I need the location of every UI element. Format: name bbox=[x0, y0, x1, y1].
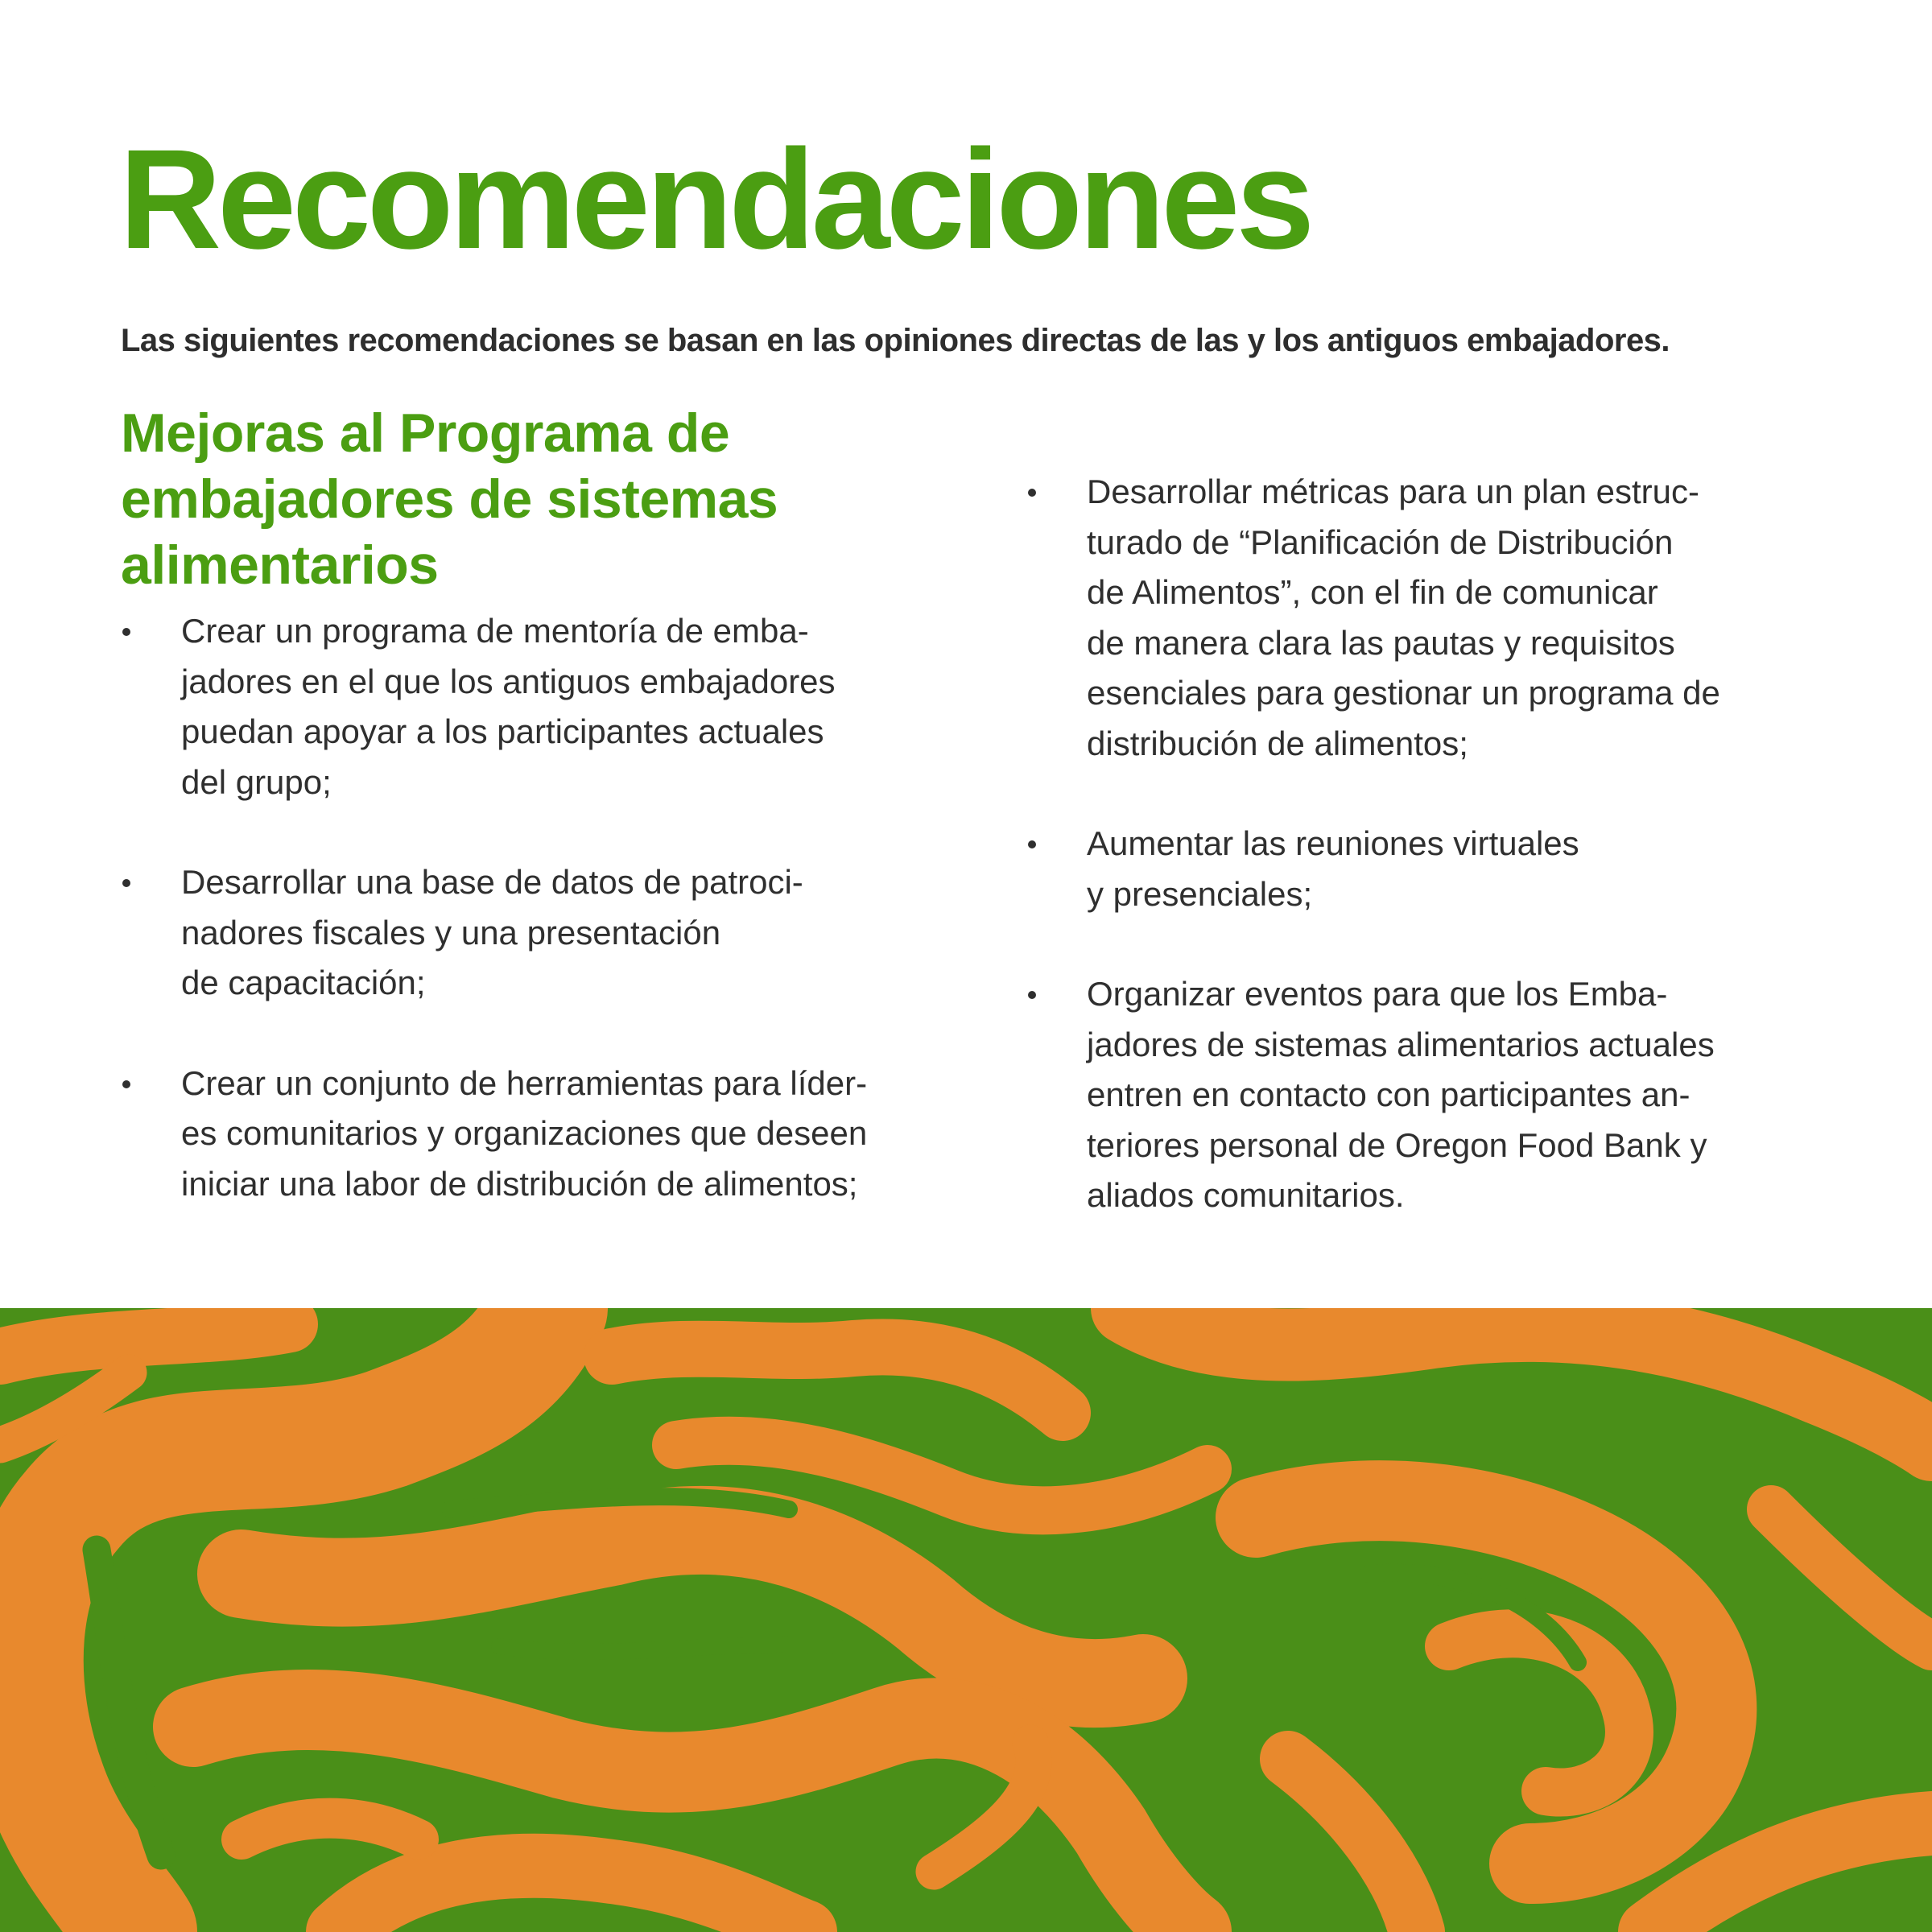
recommendation-item bbox=[1026, 819, 1839, 919]
item-line: aliados comunitarios. bbox=[1087, 1176, 1405, 1214]
item-line: teriores personal de Oregon Food Bank y bbox=[1087, 1125, 1707, 1164]
section-heading-line: Mejoras al Programa de bbox=[121, 402, 730, 464]
item-line: y presenciales; bbox=[1087, 874, 1313, 913]
recommendation-item bbox=[121, 1059, 934, 1210]
section-heading-line: embajadores de sistemas bbox=[121, 469, 778, 530]
bullet-icon bbox=[122, 879, 130, 887]
recommendation-item bbox=[121, 857, 934, 1009]
item-line: de capacitación; bbox=[181, 964, 426, 1001]
item-line: nadores fiscales y una presentación bbox=[181, 913, 721, 952]
item-line: de manera clara las pautas y requisitos bbox=[1087, 623, 1675, 662]
item-line: puedan apoyar a los participantes actuales bbox=[181, 712, 824, 750]
item-line: turado de “Planificación de Distribución bbox=[1087, 522, 1674, 561]
item-line: esenciales para gestionar un programa de bbox=[1087, 674, 1720, 712]
item-line: entren en contacto con participantes an- bbox=[1087, 1075, 1690, 1113]
left-column bbox=[121, 400, 934, 1209]
item-line: Crear un programa de mentoría de emba- bbox=[181, 612, 809, 650]
item-line: Desarrollar métricas para un plan estruc- bbox=[1087, 473, 1699, 510]
item-line: de Alimentos”, con el fin de comunicar bbox=[1087, 573, 1658, 611]
marbled-swirl-image bbox=[0, 1308, 1932, 1932]
recommendations-list-right bbox=[1026, 467, 1839, 1221]
section-heading-line: alimentarios bbox=[121, 535, 439, 596]
item-line: del grupo; bbox=[181, 762, 332, 801]
bullet-icon bbox=[122, 1080, 130, 1088]
recommendation-item bbox=[121, 606, 934, 807]
recommendation-item bbox=[1026, 467, 1839, 769]
item-line: distribución de alimentos; bbox=[1087, 724, 1468, 762]
right-column bbox=[1026, 467, 1839, 1221]
bullet-icon bbox=[1028, 840, 1036, 848]
item-line: jadores de sistemas alimentarios actuales bbox=[1087, 1025, 1715, 1063]
bullet-icon bbox=[1028, 991, 1036, 999]
item-line: jadores en el que los antiguos embajadores bbox=[181, 662, 836, 700]
intro-text: Las siguientes recomendaciones se basan en las opiniones directas de las y los antiguos embajadores. bbox=[121, 323, 1670, 358]
item-line: Aumentar las reuniones virtuales bbox=[1087, 824, 1579, 862]
bullet-icon bbox=[1028, 489, 1036, 497]
item-line: Crear un conjunto de herramientas para líder- bbox=[181, 1063, 868, 1102]
item-line: Organizar eventos para que los Emba- bbox=[1087, 975, 1668, 1013]
item-line: Desarrollar una base de datos de patroci- bbox=[181, 863, 803, 901]
section-heading bbox=[121, 400, 934, 598]
item-line: iniciar una labor de distribución de alimentos; bbox=[181, 1164, 858, 1203]
bullet-icon bbox=[122, 628, 130, 636]
recommendations-list-left bbox=[121, 606, 934, 1209]
page-title: Recomendaciones bbox=[119, 121, 1311, 279]
recommendation-item bbox=[1026, 969, 1839, 1221]
item-line: es comunitarios y organizaciones que deseen bbox=[181, 1114, 868, 1152]
